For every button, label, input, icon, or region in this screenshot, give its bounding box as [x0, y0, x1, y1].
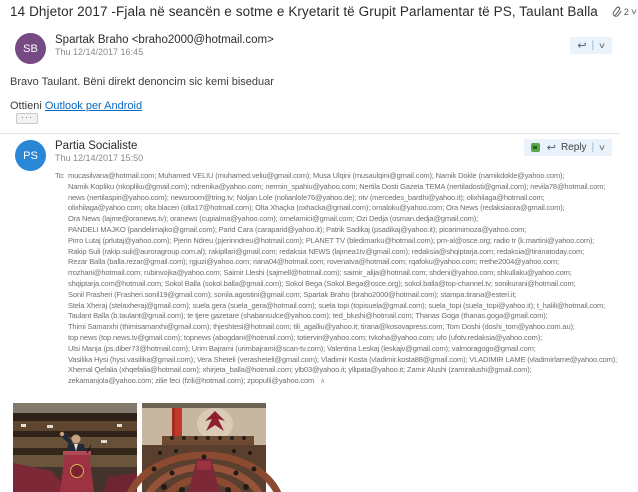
recipient-line[interactable]: Xhemal Qefalia (xhqefalia@hotmail.com); xhirjeta_balla@hotmail.com; ylb03@yahoo.it; yllipata@yahoo.it; Zamir Alushi (zamiralushi@gmail.com);	[68, 365, 532, 375]
avatar-initials: PS	[23, 149, 38, 162]
reply-icon: ↩	[577, 39, 587, 52]
recipient-line[interactable]: top news (top.news.tv@gmail.com); topnews (abogdani@hotmail.com); totiervin@yahoo.com; tvkoha@yahoo.com; ufo (ufotv.redaksia@yahoo.com);	[68, 332, 542, 342]
attachment-indicator[interactable]	[612, 6, 637, 17]
recipient-line[interactable]: Namik Kopliku (nkopliku@gmail.com); ndrenika@yahoo.com; nermin_spahiu@yahoo.com; Nertila Dosti Gazeta TEMA (nertiladosti@gmail.com); nevila78@hotmail.com;	[68, 181, 606, 191]
chevron-down-icon: ∨	[629, 7, 638, 16]
reply-icon: ↩	[546, 141, 556, 154]
photo-speaker-at-podium[interactable]	[13, 403, 137, 492]
recipients-block	[55, 171, 616, 388]
show-quoted-text-button[interactable]: ···	[16, 113, 38, 124]
recipient-line[interactable]: Ora News (lajme@oranews.tv); oranews (cupialma@yahoo.com); ornelamici@gmail.com; Ozi Dedja (osman.dedja@gmail.com);	[68, 214, 479, 224]
recipient-line[interactable]: olixhilaga@yahoo.com; olta blaceri (olta17@hotmail.com); Olta Xhaçka (oxhacka@gmail.com); omaloku@yahoo.com; Ora News (redaksiaora@gmail.com);	[68, 203, 565, 213]
attachment-count: 2	[623, 6, 629, 17]
avatar-initials: SB	[23, 42, 38, 55]
subject-row	[10, 4, 638, 19]
recipient-line[interactable]: Rezar Balla (balla.rezar@gmail.com); rgjuzi@yahoo.com; riana04@hotmail.com; rovenatva@hotmail.com; rqafoku@yahoo.com; rrethe2004@yahoo.com;	[68, 257, 559, 267]
inline-images	[13, 403, 266, 492]
recipient-line[interactable]: Thimi Samarxhi (thimisamarxhi@gmail.com); thjeshtesi@hotmail.com; tili_agalliu@yahoo.it; tirana@kosovapress.com; Tom Doshi (doshi_tom@yahoo.com.au);	[68, 322, 575, 332]
to-lines	[68, 171, 616, 388]
recipient-line[interactable]: Sonil Frasheri (Frasheri.sonil19@gmail.com); sonila.agostini@gmail.com; Spartak Braho (braho2000@hotmail.com); stampa.tirana@esteri.it;	[68, 289, 517, 299]
image-attachment-icon	[531, 143, 540, 152]
photo-parliament-hall[interactable]	[142, 403, 266, 492]
recipient-line[interactable]: Rakip Suli (rakip.suli@auroragroup.com.al); rakipllari@gmail.com; redaksia NEWS (lajmea1tv@gmail.com); redaksia@shqiptarja.com; redaksia@tiranatoday.com;	[68, 246, 584, 256]
sender2-name[interactable]: Partia Socialiste	[55, 140, 138, 152]
to-label: To:	[55, 171, 65, 180]
chevron-down-icon: ∨	[597, 143, 607, 152]
message1-footer	[10, 100, 142, 112]
message2-reply-button[interactable]: ↩ Reply | ∨	[524, 139, 612, 156]
footer-prefix: Ottieni	[10, 100, 45, 112]
message-divider	[0, 133, 620, 134]
recipient-line[interactable]: shqiptarja.com@hotmail.com; Sokol Balla (sokol.balla@gmail.com); Sokol Bega (Sokol.Bega@osce.org); sokol.balla@top-channel.tv; sonikurani@hotmail.com;	[68, 278, 576, 288]
paperclip-icon	[612, 6, 622, 17]
recipient-line[interactable]: mucasilvana@hotmail.com; Muhamed VELIU (muhamed.veliu@gmail.com); Musa Ulqini (musaulqini@gmail.com); Namik Dokle (namikdokle@yahoo.com);	[68, 171, 565, 180]
message1-date: Thu 12/14/2017 16:45	[55, 47, 144, 57]
message1-header	[55, 34, 274, 57]
outlook-android-link[interactable]: Outlook per Android	[44, 100, 143, 112]
sender1-avatar[interactable]	[15, 33, 46, 64]
recipient-line[interactable]: Stela Xheraj (stelaxheraj@gmail.com); suela gera (suela_gera@hotmail.com); suela topi (topisuela@gmail.com); suela_topi (suela_topi@yahoo.it); t_halili@hotmail.com;	[68, 300, 606, 310]
reply-label: Reply	[560, 142, 587, 153]
recipient-line[interactable]: Ulsi Manja (ps.diber73@hotmail.com); Urim Bajrami (urimbajrami@scan-tv.com); Valentina Leskaj (leskajv@gmail.com); valmoragogo@gmail.com;	[68, 343, 536, 353]
recipient-line[interactable]: zekamanjola@yahoo.com; zilie feci (fzili@hotmail.com); zpopulli@yahoo.com ∧	[68, 376, 326, 386]
recipient-line[interactable]: Taulant Balla (b.taulant@gmail.com); te tjere gazetare (shabansulce@yahoo.com); ted_blushi@hotmail.com; Thanas Goga (thanas.goga@gmail.com);	[68, 311, 548, 321]
message1-reply-button[interactable]: ↩ | ∨	[570, 37, 612, 54]
recipient-line[interactable]: rrozhani@hotmail.com; rubinvojka@yahoo.com; Saimir Lleshi (sajmell@hotmail.com); saimir_alija@hotmail.com; shdeni@yahoo.com; shkullaku@yahoo.com;	[68, 268, 572, 278]
sender2-avatar[interactable]	[15, 140, 46, 171]
chevron-down-icon: ∨	[597, 41, 607, 50]
recipient-line[interactable]: Vasilika Hysi (hysi.vasilika@gmail.com); Vera Sheteli (verasheteli@gmail.com); Vladimir Kosta (vladimir.kosta88@gmail.com); VLADIMIR LAME (vladimirlame@yahoo.com);	[68, 354, 617, 364]
message2-date: Thu 12/14/2017 15:50	[55, 153, 144, 163]
sender1-name[interactable]: Spartak Braho <braho2000@hotmail.com>	[55, 34, 274, 46]
recipient-line[interactable]: Pirro Lutaj (prlutaj@yahoo.com); Pjerin Ndreu (pjerinndreu@hotmail.com); PLANET TV (bledimarku@hotmail.com); pm-al@osce.org; radio tr (k.martini@yahoo.com);	[68, 235, 595, 245]
message2-header	[55, 140, 143, 163]
email-subject: 14 Dhjetor 2017 -Fjala në seancën e sotme e Kryetarit të Grupit Parlamentar të PS, Taulant Balla	[10, 4, 598, 19]
collapse-recipients-icon[interactable]: ∧	[320, 378, 326, 386]
message1-body: Bravo Taulant. Bëni direkt denoncim sic kemi biseduar	[10, 76, 274, 88]
recipient-line[interactable]: PANDELI MAJKO (pandelimajko@gmail.com); Parid Cara (caraparid@yahoo.it); Patrik Sadikaj (psadikaj@yahoo.it); picarimimoza@yahoo.com;	[68, 224, 527, 234]
recipient-line[interactable]: news (nertilaspiri@yahoo.com); newsroom@tring.tv; Noljan Lole (nolianlole76@yahoo.de); ntv (mercedes_bardhi@yahoo.it); olixhilaga@hotmail.com;	[68, 192, 545, 202]
